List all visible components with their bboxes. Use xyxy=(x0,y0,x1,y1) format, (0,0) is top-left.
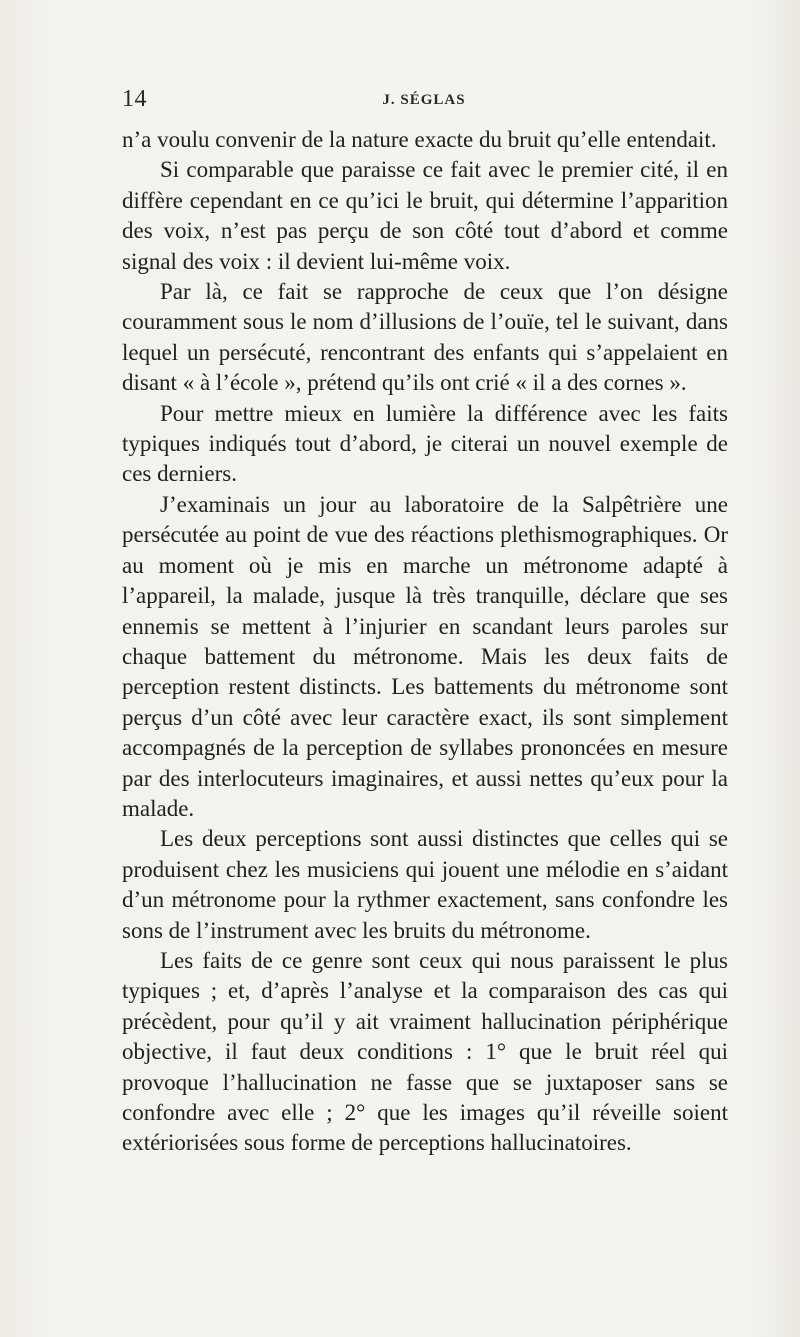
paragraph: Pour mettre mieux en lumière la différence avec les faits typiques indiqués tout d’abord, je citerai un nouvel exemple de ces derniers. xyxy=(122,400,728,487)
paragraph: Les faits de ce genre sont ceux qui nous paraissent le plus typiques ; et, d’après l’analyse et la comparaison des cas qui précèdent, pour qu’il y ait vraiment hallucination périphérique objective, il faut deux conditions : 1° que le bruit réel qui provoque l’hallucination ne fasse que se juxtaposer sans se confondre avec elle ; 2° que les images qu’il réveille soient extériorisées sous forme de perceptions hallucinatoires. xyxy=(122,947,728,1156)
paragraph: Par là, ce fait se rapproche de ceux que l’on désigne couramment sous le nom d’illusions de l’ouïe, tel le suivant, dans lequel un persécuté, rencontrant des enfants qui s’appelaient en disant « à l’école », prétend qu’ils ont crié « il a des cornes ». xyxy=(122,279,728,396)
page-header xyxy=(122,86,726,116)
body-text xyxy=(122,125,728,1159)
paragraph: J’examinais un jour au laboratoire de la Salpêtrière une persécutée au point de vue des réactions plethismographiques. Or au moment où je mis en marche un métronome adapté à l’appareil, la malade, jusque là très tranquille, déclare que ses ennemis se mettent à l’injurier en scandant leurs paroles sur chaque battement du métronome. Mais les deux faits de perception restent distincts. Les battements du métronome sont perçus d’un côté avec leur caractère exact, ils sont simplement accompagnés de la perception de syllabes prononcées en mesure par des interlocuteurs imaginaires, et aussi nettes qu’eux pour la malade. xyxy=(122,491,728,821)
page-number: 14 xyxy=(122,86,147,112)
running-head: J. SÉGLAS xyxy=(382,92,466,108)
paragraph: Les deux perceptions sont aussi distinctes que celles qui se produisent chez les musiciens qui jouent une mélodie en s’aidant d’un métronome pour la rythmer exactement, sans confondre les sons de l’instrument avec les bruits du métronome. xyxy=(122,826,728,943)
paragraph: Si comparable que paraisse ce fait avec le premier cité, il en diffère cependant en ce qu’ici le bruit, qui détermine l’apparition des voix, n’est pas perçu de son côté tout d’abord et comme signal des voix : il devient lui-même voix. xyxy=(122,157,728,274)
paragraph: n’a voulu convenir de la nature exacte du bruit qu’elle entendait. xyxy=(122,127,717,152)
